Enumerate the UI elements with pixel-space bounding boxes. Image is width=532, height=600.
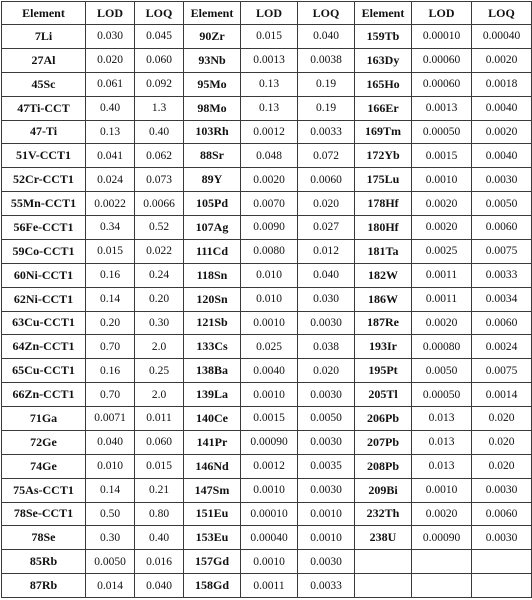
element-cell: 65Cu-CCT1 [2, 359, 86, 383]
element-cell: 165Ho [355, 72, 412, 96]
element-cell: 66Zn-CCT1 [2, 383, 86, 407]
loq-cell: 0.0034 [472, 287, 532, 311]
loq-cell: 0.40 [135, 526, 184, 550]
lod-cell: 0.00050 [412, 383, 472, 407]
lod-cell: 0.0012 [241, 454, 298, 478]
lod-cell: 0.0010 [241, 550, 298, 574]
element-cell: 90Zr [184, 25, 241, 49]
lod-cell: 0.34 [86, 216, 135, 240]
element-cell: 118Sn [184, 263, 241, 287]
loq-cell: 0.015 [135, 454, 184, 478]
element-cell: 141Pr [184, 430, 241, 454]
lod-cell: 0.013 [412, 430, 472, 454]
element-cell: 178Hf [355, 192, 412, 216]
lod-cell: 0.013 [412, 454, 472, 478]
table-row [2, 335, 532, 359]
element-cell: 238U [355, 526, 412, 550]
lod-cell: 0.0013 [241, 48, 298, 72]
element-cell: 98Mo [184, 96, 241, 120]
table-row [2, 168, 532, 192]
element-cell: 138Ba [184, 359, 241, 383]
element-cell: 140Ce [184, 407, 241, 431]
lod-cell: 0.13 [241, 96, 298, 120]
element-cell: 105Pd [184, 192, 241, 216]
element-cell: 206Pb [355, 407, 412, 431]
loq-cell: 0.0033 [472, 263, 532, 287]
element-cell: 151Eu [184, 502, 241, 526]
lod-cell: 0.13 [86, 120, 135, 144]
loq-cell: 0.020 [472, 407, 532, 431]
element-cell: 51V-CCT1 [2, 144, 86, 168]
column-header-element-3: Element [355, 2, 412, 25]
element-cell: 181Ta [355, 239, 412, 263]
element-cell: 89Y [184, 168, 241, 192]
element-cell: 193Ir [355, 335, 412, 359]
lod-cell: 0.30 [86, 526, 135, 550]
lod-cell: 0.0015 [241, 407, 298, 431]
lod-cell: 0.16 [86, 263, 135, 287]
lod-cell: 0.013 [412, 407, 472, 431]
lod-cell: 0.00040 [241, 526, 298, 550]
lod-cell: 0.0011 [412, 263, 472, 287]
loq-cell: 0.19 [298, 72, 355, 96]
element-cell: 7Li [2, 25, 86, 49]
loq-cell: 0.0014 [472, 383, 532, 407]
element-cell: 63Cu-CCT1 [2, 311, 86, 335]
table-row [2, 526, 532, 550]
element-cell: 103Rh [184, 120, 241, 144]
loq-cell [472, 550, 532, 574]
lod-cell: 0.00060 [412, 72, 472, 96]
table-row [2, 239, 532, 263]
element-cell: 52Cr-CCT1 [2, 168, 86, 192]
element-cell: 139La [184, 383, 241, 407]
loq-cell: 0.0010 [298, 502, 355, 526]
loq-cell: 0.092 [135, 72, 184, 96]
loq-cell: 0.020 [472, 430, 532, 454]
lod-cell [412, 550, 472, 574]
element-cell: 232Th [355, 502, 412, 526]
lod-cell: 0.00010 [412, 25, 472, 49]
table-row [2, 48, 532, 72]
table-row [2, 407, 532, 431]
lod-cell: 0.0011 [412, 287, 472, 311]
element-cell: 195Pt [355, 359, 412, 383]
lod-cell: 0.010 [241, 287, 298, 311]
table-row [2, 216, 532, 240]
lod-cell: 0.0071 [86, 407, 135, 431]
loq-cell: 0.52 [135, 216, 184, 240]
loq-cell: 0.0020 [472, 48, 532, 72]
loq-cell: 2.0 [135, 335, 184, 359]
lod-cell: 0.00090 [241, 430, 298, 454]
lod-cell: 0.16 [86, 359, 135, 383]
lod-cell: 0.20 [86, 311, 135, 335]
loq-cell: 0.0075 [472, 359, 532, 383]
loq-cell: 0.21 [135, 478, 184, 502]
loq-cell: 0.016 [135, 550, 184, 574]
loq-cell: 0.00040 [472, 25, 532, 49]
loq-cell: 0.0038 [298, 48, 355, 72]
lod-cell: 0.030 [86, 25, 135, 49]
loq-cell: 0.073 [135, 168, 184, 192]
lod-cell: 0.0050 [412, 359, 472, 383]
lod-cell: 0.0040 [241, 359, 298, 383]
element-cell: 163Dy [355, 48, 412, 72]
element-cell: 78Se [2, 526, 86, 550]
element-cell: 64Zn-CCT1 [2, 335, 86, 359]
table-row [2, 263, 532, 287]
column-header-loq-3: LOQ [472, 2, 532, 25]
element-cell [355, 550, 412, 574]
lod-cell: 0.024 [86, 168, 135, 192]
lod-cell: 0.048 [241, 144, 298, 168]
table-row [2, 478, 532, 502]
element-cell: 180Hf [355, 216, 412, 240]
lod-cell [412, 574, 472, 598]
element-cell: 59Co-CCT1 [2, 239, 86, 263]
loq-cell: 0.0010 [298, 526, 355, 550]
loq-cell: 0.040 [298, 263, 355, 287]
lod-cell: 0.70 [86, 335, 135, 359]
table-row [2, 359, 532, 383]
element-cell: 147Sm [184, 478, 241, 502]
loq-cell: 0.040 [135, 574, 184, 598]
loq-cell: 0.012 [298, 239, 355, 263]
table-body [2, 25, 532, 598]
loq-cell: 0.24 [135, 263, 184, 287]
loq-cell: 0.0075 [472, 239, 532, 263]
column-header-loq-1: LOQ [135, 2, 184, 25]
element-cell: 71Ga [2, 407, 86, 431]
loq-cell: 0.0030 [298, 383, 355, 407]
loq-cell: 0.0030 [298, 311, 355, 335]
loq-cell: 0.0030 [298, 478, 355, 502]
loq-cell: 0.0030 [298, 550, 355, 574]
element-cell: 153Eu [184, 526, 241, 550]
lod-cell: 0.13 [241, 72, 298, 96]
loq-cell: 0.020 [472, 454, 532, 478]
element-cell [355, 574, 412, 598]
loq-cell: 0.80 [135, 502, 184, 526]
lod-cell: 0.0020 [241, 168, 298, 192]
element-cell: 56Fe-CCT1 [2, 216, 86, 240]
table-row [2, 502, 532, 526]
loq-cell: 0.0050 [298, 407, 355, 431]
column-header-lod-2: LOD [241, 2, 298, 25]
element-cell: 175Lu [355, 168, 412, 192]
lod-cell: 0.00080 [412, 335, 472, 359]
loq-cell: 0.20 [135, 287, 184, 311]
loq-cell: 0.0024 [472, 335, 532, 359]
lod-cell: 0.014 [86, 574, 135, 598]
loq-cell: 0.060 [135, 430, 184, 454]
element-cell: 133Cs [184, 335, 241, 359]
element-cell: 55Mn-CCT1 [2, 192, 86, 216]
loq-cell: 0.011 [135, 407, 184, 431]
loq-cell: 0.0018 [472, 72, 532, 96]
element-cell: 205Tl [355, 383, 412, 407]
element-cell: 172Yb [355, 144, 412, 168]
element-cell: 111Cd [184, 239, 241, 263]
loq-cell: 0.045 [135, 25, 184, 49]
lod-cell: 0.020 [86, 48, 135, 72]
lod-cell: 0.0080 [241, 239, 298, 263]
table-row [2, 430, 532, 454]
column-header-lod-3: LOD [412, 2, 472, 25]
loq-cell: 0.020 [298, 359, 355, 383]
lod-cell: 0.00010 [241, 502, 298, 526]
lod-cell: 0.010 [241, 263, 298, 287]
loq-cell: 0.40 [135, 120, 184, 144]
element-cell: 208Pb [355, 454, 412, 478]
column-header-lod-1: LOD [86, 2, 135, 25]
table-row [2, 25, 532, 49]
element-cell: 74Ge [2, 454, 86, 478]
lod-cell: 0.0010 [241, 311, 298, 335]
element-cell: 87Rb [2, 574, 86, 598]
lod-cell: 0.061 [86, 72, 135, 96]
loq-cell: 0.0066 [135, 192, 184, 216]
lod-cell: 0.0070 [241, 192, 298, 216]
element-cell: 78Se-CCT1 [2, 502, 86, 526]
lod-cell: 0.0022 [86, 192, 135, 216]
element-cell: 62Ni-CCT1 [2, 287, 86, 311]
lod-cell: 0.00050 [412, 120, 472, 144]
table-row [2, 574, 532, 598]
loq-cell: 0.030 [298, 287, 355, 311]
lod-cell: 0.015 [86, 239, 135, 263]
element-cell: 159Tb [355, 25, 412, 49]
table-row [2, 192, 532, 216]
lod-cell: 0.14 [86, 287, 135, 311]
lod-cell: 0.025 [241, 335, 298, 359]
loq-cell: 0.0040 [472, 96, 532, 120]
loq-cell: 0.0060 [472, 216, 532, 240]
loq-cell: 0.30 [135, 311, 184, 335]
loq-cell: 0.038 [298, 335, 355, 359]
lod-cell: 0.0010 [241, 383, 298, 407]
header-row [2, 2, 532, 25]
loq-cell: 0.060 [135, 48, 184, 72]
loq-cell: 0.0040 [472, 144, 532, 168]
lod-cell: 0.0020 [412, 311, 472, 335]
table-row [2, 96, 532, 120]
element-cell: 47-Ti [2, 120, 86, 144]
element-cell: 209Bi [355, 478, 412, 502]
loq-cell: 0.0030 [298, 430, 355, 454]
loq-cell: 0.072 [298, 144, 355, 168]
loq-cell: 0.040 [298, 25, 355, 49]
element-cell: 169Tm [355, 120, 412, 144]
lod-cell: 0.50 [86, 502, 135, 526]
table-row [2, 144, 532, 168]
element-cell: 93Nb [184, 48, 241, 72]
loq-cell: 0.0030 [472, 478, 532, 502]
element-cell: 182W [355, 263, 412, 287]
table-row [2, 454, 532, 478]
table-row [2, 120, 532, 144]
loq-cell: 2.0 [135, 383, 184, 407]
loq-cell: 0.0033 [298, 120, 355, 144]
element-cell: 95Mo [184, 72, 241, 96]
lod-cell: 0.0010 [412, 168, 472, 192]
lod-loq-table [1, 1, 532, 598]
lod-cell: 0.00090 [412, 526, 472, 550]
lod-cell: 0.0013 [412, 96, 472, 120]
lod-cell: 0.040 [86, 430, 135, 454]
lod-cell: 0.010 [86, 454, 135, 478]
lod-cell: 0.0012 [241, 120, 298, 144]
loq-cell: 0.0060 [298, 168, 355, 192]
loq-cell: 0.19 [298, 96, 355, 120]
lod-cell: 0.0025 [412, 239, 472, 263]
table-row [2, 287, 532, 311]
element-cell: 166Er [355, 96, 412, 120]
lod-cell: 0.0010 [241, 478, 298, 502]
element-cell: 121Sb [184, 311, 241, 335]
element-cell: 60Ni-CCT1 [2, 263, 86, 287]
element-cell: 27Al [2, 48, 86, 72]
loq-cell: 0.0033 [298, 574, 355, 598]
loq-cell: 0.0060 [472, 311, 532, 335]
element-cell: 187Re [355, 311, 412, 335]
element-cell: 120Sn [184, 287, 241, 311]
element-cell: 72Ge [2, 430, 86, 454]
loq-cell: 0.0060 [472, 502, 532, 526]
loq-cell: 0.062 [135, 144, 184, 168]
lod-cell: 0.0090 [241, 216, 298, 240]
element-cell: 207Pb [355, 430, 412, 454]
element-cell: 88Sr [184, 144, 241, 168]
column-header-loq-2: LOQ [298, 2, 355, 25]
table-row [2, 311, 532, 335]
table-row [2, 383, 532, 407]
element-cell: 146Nd [184, 454, 241, 478]
loq-cell: 0.0050 [472, 192, 532, 216]
element-cell: 107Ag [184, 216, 241, 240]
table-row [2, 72, 532, 96]
lod-cell: 0.0020 [412, 502, 472, 526]
loq-cell: 0.0035 [298, 454, 355, 478]
loq-cell: 0.020 [298, 192, 355, 216]
lod-cell: 0.40 [86, 96, 135, 120]
lod-cell: 0.70 [86, 383, 135, 407]
lod-cell: 0.14 [86, 478, 135, 502]
lod-cell: 0.0050 [86, 550, 135, 574]
loq-cell: 0.0030 [472, 168, 532, 192]
lod-cell: 0.0020 [412, 216, 472, 240]
column-header-element-1: Element [2, 2, 86, 25]
lod-cell: 0.0011 [241, 574, 298, 598]
lod-cell: 0.0015 [412, 144, 472, 168]
element-cell: 158Gd [184, 574, 241, 598]
loq-cell: 0.022 [135, 239, 184, 263]
lod-cell: 0.00060 [412, 48, 472, 72]
element-cell: 186W [355, 287, 412, 311]
loq-cell: 0.0020 [472, 120, 532, 144]
element-cell: 45Sc [2, 72, 86, 96]
lod-cell: 0.0020 [412, 192, 472, 216]
table-header [2, 2, 532, 25]
lod-cell: 0.041 [86, 144, 135, 168]
loq-cell: 1.3 [135, 96, 184, 120]
element-cell: 47Ti-CCT [2, 96, 86, 120]
loq-cell: 0.0030 [472, 526, 532, 550]
lod-cell: 0.0010 [412, 478, 472, 502]
element-cell: 75As-CCT1 [2, 478, 86, 502]
element-cell: 85Rb [2, 550, 86, 574]
element-cell: 157Gd [184, 550, 241, 574]
table-row [2, 550, 532, 574]
loq-cell [472, 574, 532, 598]
loq-cell: 0.027 [298, 216, 355, 240]
lod-cell: 0.015 [241, 25, 298, 49]
loq-cell: 0.25 [135, 359, 184, 383]
column-header-element-2: Element [184, 2, 241, 25]
